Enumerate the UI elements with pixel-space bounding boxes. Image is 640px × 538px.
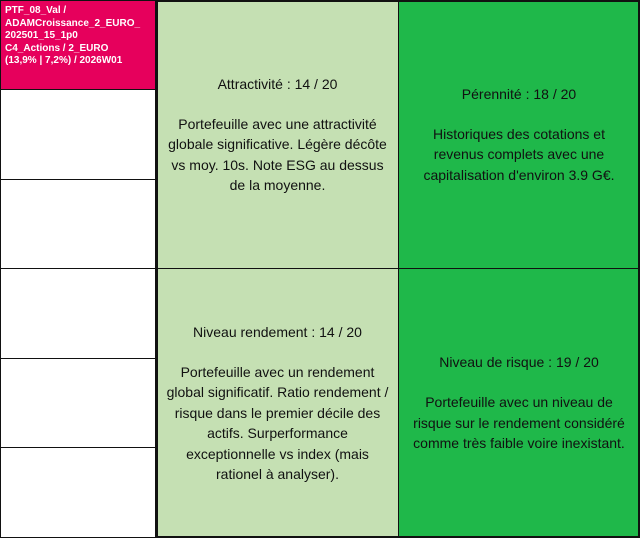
rendement-title: Niveau rendement : 14 / 20 [193,323,362,340]
attractivite-title: Attractivité : 14 / 20 [217,75,338,92]
empty-cell [0,89,156,180]
perennite-body: Historiques des cotations et revenus complets avec une capitalisation d'environ 3.9 G€. [423,125,615,183]
empty-cell [0,358,156,448]
attractivite-body: Portefeuille avec une attractivité globale significative. Légère décôte vs moy. 10s. Note ESG au dessus de la moyenne. [168,115,387,193]
rendement-body: Portefeuille avec un rendement global significatif. Ratio rendement / risque dans le premier décile des actifs. Surperformance exceptionnelle vs index (mais rationel à analyser). [166,363,389,482]
risque-panel [398,268,640,538]
portfolio-title-line: PTF_08_Val / [5,5,67,16]
portfolio-title-line: C4_Actions / 2_EURO [5,42,109,54]
risque-title: Niveau de risque : 19 / 20 [439,354,599,371]
empty-cell [0,268,156,359]
portfolio-title-line: (13,9% | 7,2%) / 2026W01 [5,55,123,66]
portfolio-title-line: 202501_15_1p0 [5,30,78,41]
portfolio-title-line: ADAMCroissance_2_EURO_ [5,17,141,29]
empty-cell [0,179,156,269]
rendement-panel [156,268,399,538]
risque-body: Portefeuille avec un niveau de risque sur le rendement considéré comme très faible voire inexistant. [413,394,625,452]
attractivite-panel [156,0,399,269]
portfolio-title-cell [0,0,156,90]
perennite-title: Pérennité : 18 / 20 [461,85,577,102]
perennite-panel [398,0,640,269]
empty-cell [0,447,156,538]
